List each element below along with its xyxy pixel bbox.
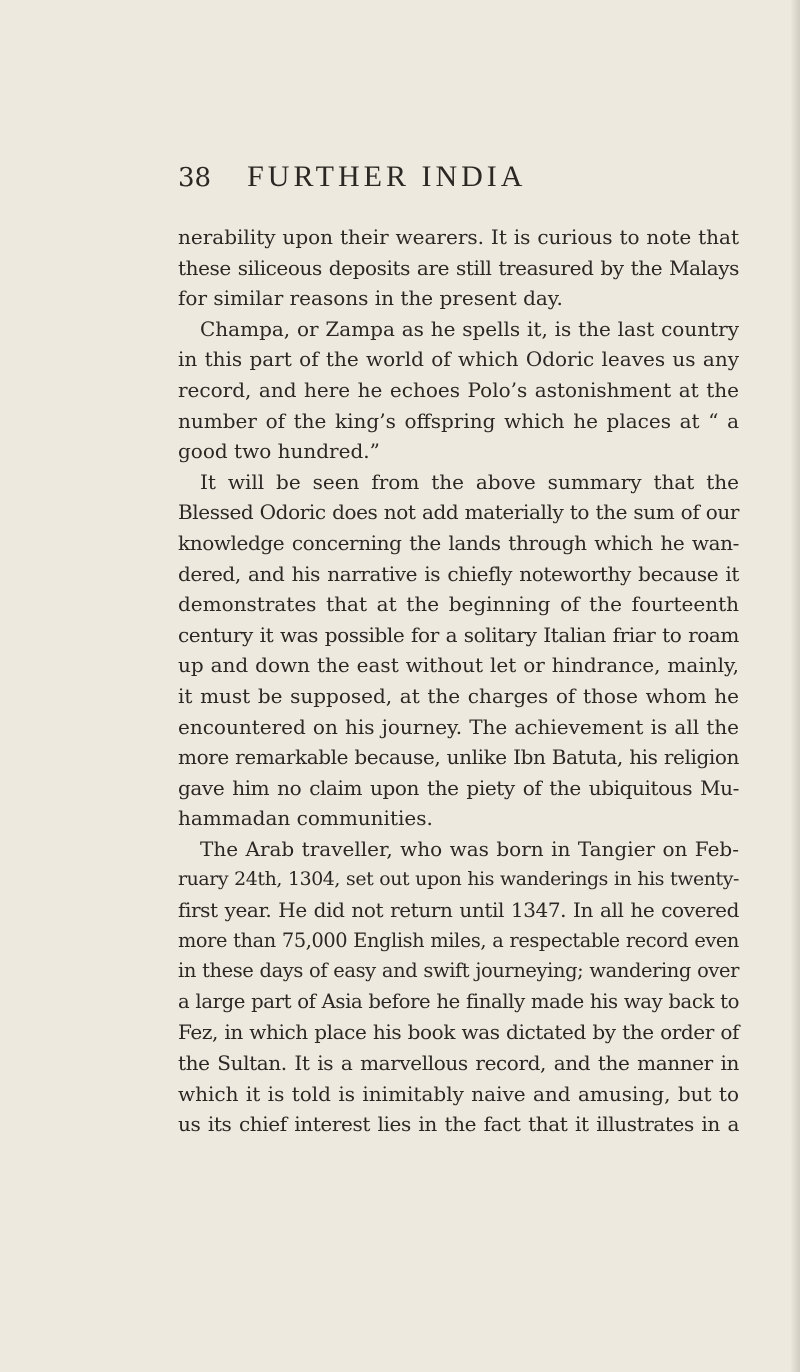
text-line: more remarkable because, unlike Ibn Batuta, his religion (178, 745, 739, 770)
text-line: record, and here he echoes Polo’s astonishment at the (178, 377, 739, 402)
text-line: Blessed Odoric does not add materially to the sum of our (178, 500, 739, 525)
running-head (178, 160, 738, 196)
text-line: gave him no claim upon the piety of the ubiquitous Mu- (178, 775, 739, 800)
text-line: Champa, or Zampa as he spells it, is the last country (200, 316, 739, 341)
text-line: these siliceous deposits are still treasured by the Malays (178, 255, 739, 280)
text-line: good two hundred.” (178, 439, 380, 464)
text-line: knowledge concerning the lands through which he wan- (178, 530, 739, 555)
text-line: more than 75,000 English miles, a respectable record even (178, 928, 739, 952)
text-line: encountered on his journey. The achievement is all the (178, 714, 739, 739)
text-line: Fez, in which place his book was dictated by the order of (178, 1020, 739, 1045)
text-line: a large part of Asia before he finally made his way back to (178, 989, 739, 1013)
paragraph (178, 314, 739, 467)
text-line: up and down the east without let or hindrance, mainly, (178, 653, 739, 678)
text-line: which it is told is inimitably naive and amusing, but to (178, 1081, 739, 1106)
text-line: number of the king’s offspring which he places at “ a (178, 408, 739, 433)
text-line: the Sultan. It is a marvellous record, and the manner in (178, 1051, 739, 1076)
running-title: FURTHER INDIA (247, 160, 527, 193)
text-line: nerability upon their wearers. It is curious to note that (178, 225, 739, 249)
paragraph (178, 467, 739, 834)
text-line: century it was possible for a solitary Italian friar to roam (178, 622, 739, 647)
text-line: demonstrates that at the beginning of the fourteenth (178, 592, 739, 617)
text-line: it must be supposed, at the charges of those whom he (178, 683, 739, 708)
text-line: in these days of easy and swift journeying; wandering over (178, 959, 739, 983)
text-line: for similar reasons in the present day. (178, 286, 563, 311)
paragraph (178, 834, 739, 1140)
paragraph (178, 222, 739, 314)
text-line: in this part of the world of which Odoric leaves us any (178, 347, 739, 372)
text-line: hammadan communities. (178, 806, 433, 831)
text-line: us its chief interest lies in the fact that it illustrates in a (178, 1112, 739, 1137)
body-text (178, 222, 739, 1140)
text-line: ruary 24th, 1304, set out upon his wanderings in his twenty- (178, 868, 739, 891)
text-line: The Arab traveller, who was born in Tangier on Feb- (200, 836, 739, 861)
page-edge-shadow (790, 0, 800, 1372)
text-line: It will be seen from the above summary that the (200, 469, 739, 494)
text-line: first year. He did not return until 1347. In all he covered (178, 898, 739, 923)
page-number: 38 (178, 163, 212, 193)
text-line: dered, and his narrative is chiefly noteworthy because it (178, 561, 739, 586)
